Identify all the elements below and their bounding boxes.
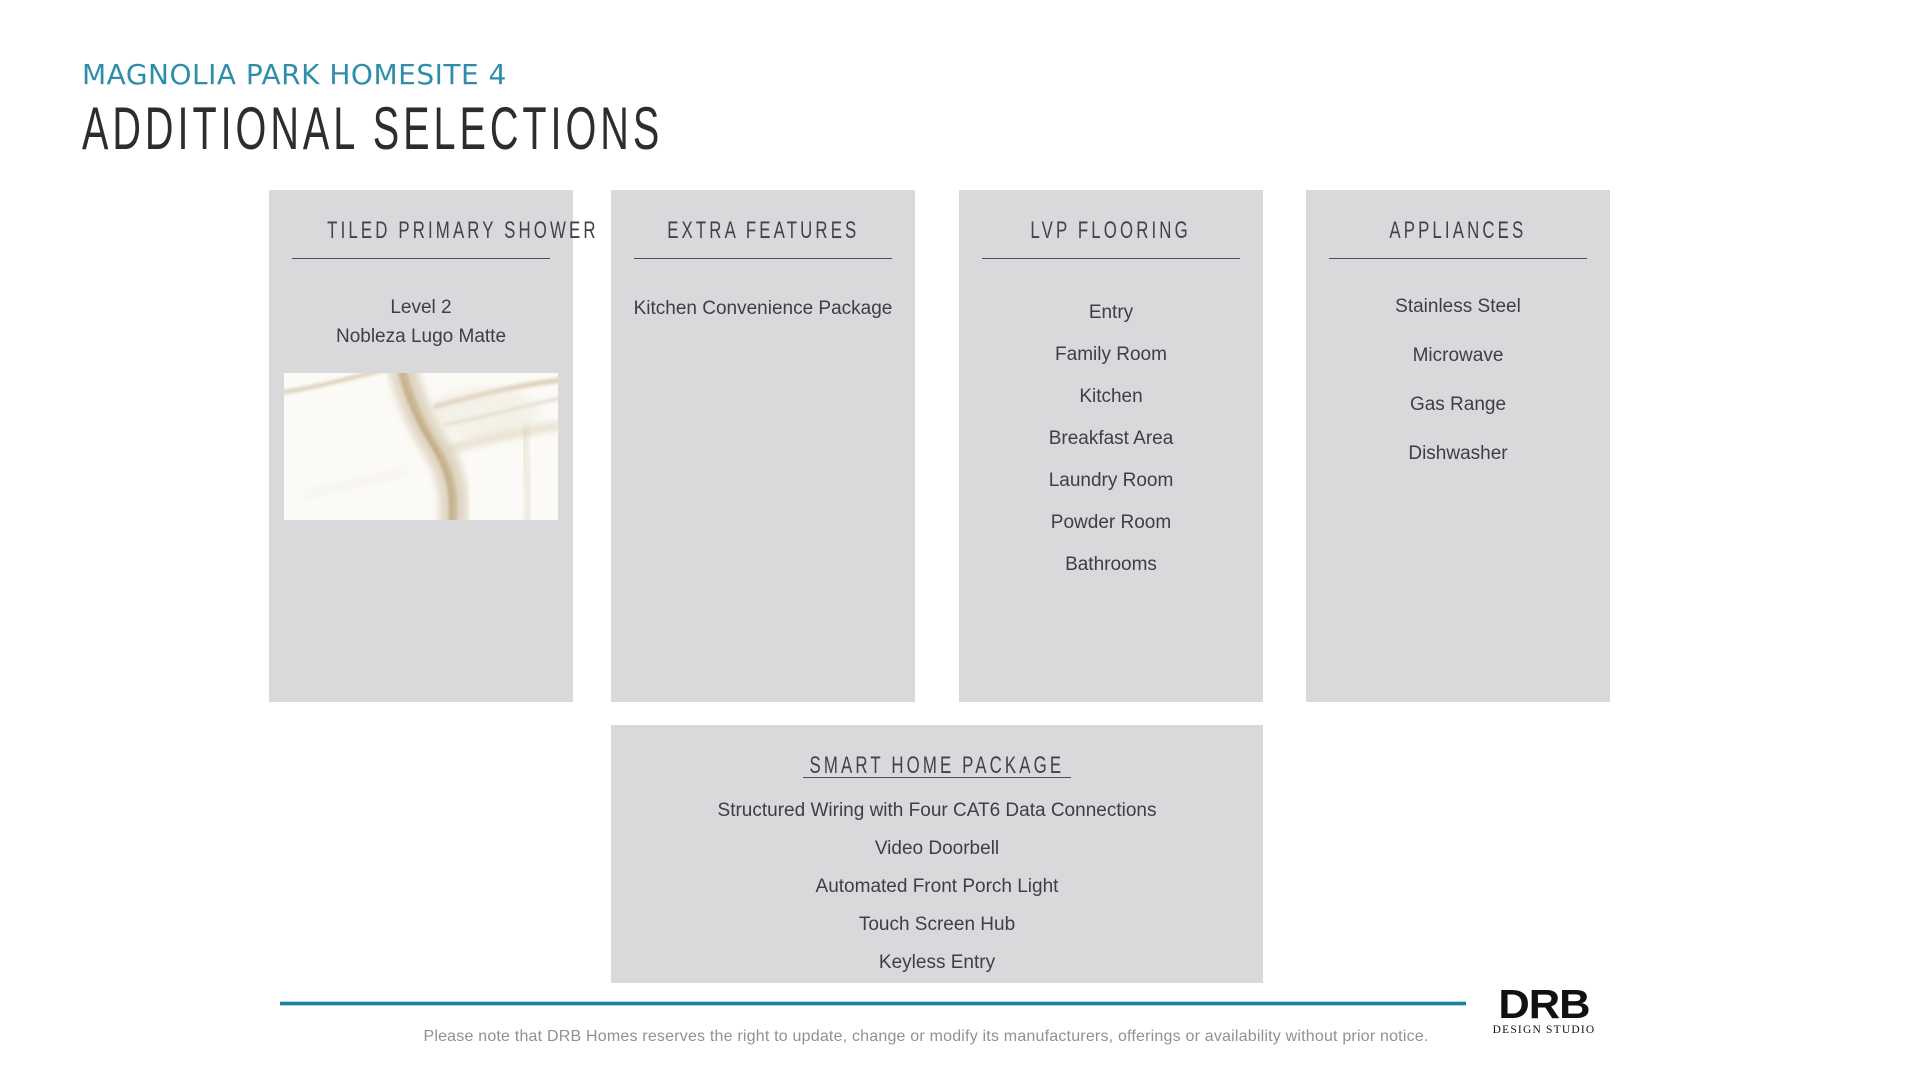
card-title [1306, 217, 1610, 245]
title-underline [292, 258, 550, 259]
list-item: Stainless Steel [1395, 296, 1521, 317]
card-tiled-primary-shower [269, 190, 599, 702]
community-subtitle: MAGNOLIA PARK HOMESITE 4 [82, 58, 507, 91]
title-underline [982, 258, 1240, 259]
list-item: Breakfast Area [1048, 428, 1174, 449]
card-title-text: APPLIANCES [1389, 217, 1527, 244]
card-items [621, 291, 905, 326]
footer-accent-line [280, 1001, 1466, 1006]
list-item: Touch Screen Hub [858, 914, 1016, 935]
drb-logo-text: DRB [1498, 981, 1590, 1027]
list-item: Nobleza Lugo Matte [335, 326, 507, 347]
drb-logo-subtext: DESIGN STUDIO [1492, 1024, 1596, 1036]
card-items [621, 799, 1253, 975]
card-title-text: TILED PRIMARY SHOWER [327, 217, 599, 244]
marble-tile-image [284, 373, 558, 520]
list-item: Laundry Room [1048, 470, 1174, 491]
page-title [82, 94, 963, 163]
list-item: Gas Range [1409, 394, 1507, 415]
list-item: Microwave [1412, 345, 1504, 366]
card-items [279, 293, 563, 351]
list-item: Structured Wiring with Four CAT6 Data Connections [717, 800, 1157, 821]
list-item: Kitchen Convenience Package [633, 298, 893, 319]
list-item: Entry [1088, 302, 1134, 323]
card-extra-features [611, 190, 915, 702]
list-item: Kitchen [1079, 386, 1143, 407]
list-item: Video Doorbell [874, 838, 1000, 859]
card-smart-home-package [611, 725, 1263, 983]
title-underline [803, 777, 1071, 778]
footer-disclaimer: Please note that DRB Homes reserves the right to update, change or modify its manufacturers, offerings or availability without prior notice. [423, 1028, 1429, 1045]
card-title [611, 752, 1263, 780]
card-lvp-flooring [959, 190, 1263, 702]
list-item: Powder Room [1050, 512, 1172, 533]
card-items [969, 301, 1253, 577]
card-title-text: LVP FLOORING [1030, 217, 1192, 244]
card-items [1316, 295, 1600, 466]
list-item: Dishwasher [1408, 443, 1508, 464]
list-item: Automated Front Porch Light [815, 876, 1059, 897]
card-title [959, 217, 1263, 245]
list-item: Family Room [1055, 344, 1167, 365]
title-underline [1329, 258, 1587, 259]
title-underline [634, 258, 892, 259]
card-title [269, 217, 599, 245]
card-title [611, 217, 915, 245]
drb-design-studio-logo [1492, 981, 1596, 1036]
list-item: Bathrooms [1065, 554, 1157, 575]
page-title-text: ADDITIONAL SELECTIONS [82, 95, 664, 162]
card-title-text: SMART HOME PACKAGE [809, 752, 1065, 779]
list-item: Level 2 [390, 297, 452, 318]
card-appliances [1306, 190, 1610, 702]
list-item: Keyless Entry [878, 952, 996, 973]
card-title-text: EXTRA FEATURES [666, 217, 860, 244]
